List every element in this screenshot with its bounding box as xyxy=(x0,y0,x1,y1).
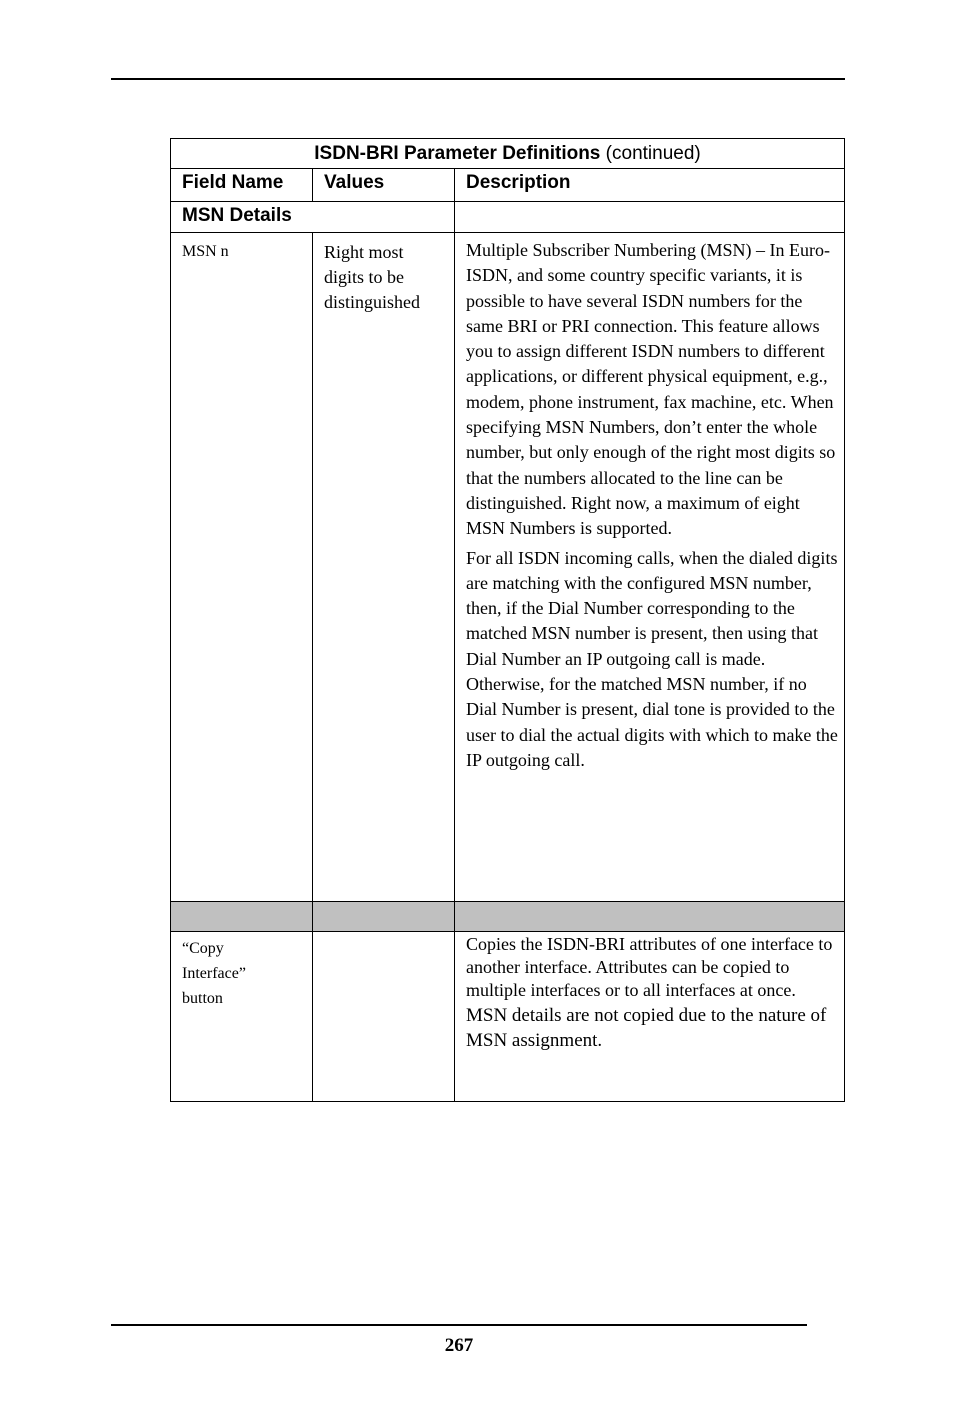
field-line: button xyxy=(182,990,223,1007)
value-msn-n: Right most digits to be distinguished xyxy=(313,233,455,902)
shaded-cell xyxy=(455,902,845,932)
description-paragraph: Copies the ISDN-BRI attributes of one interface to another interface. Attributes can be copied to multiple interfaces or to all interfaces at once. xyxy=(466,934,833,1000)
table-title-row xyxy=(171,139,845,169)
field-msn-n: MSN n xyxy=(171,233,313,902)
header-description: Description xyxy=(455,169,845,202)
field-line: Interface” xyxy=(182,965,246,982)
description-paragraph: Multiple Subscriber Numbering (MSN) – In Euro-ISDN, and some country specific variants, it is possible to have several ISDN numbers for the same BRI or PRI connection. This feature allows you to assign different ISDN numbers to different applications, or different physical equipment, e.g., modem, phone instrument, fax machine, etc. When specifying MSN Numbers, don’t enter the whole number, but only enough of the right most digits so that the numbers allocated to the line can be distinguished. Right now, a maximum of eight MSN Numbers is supported. xyxy=(466,240,836,539)
description-copy-interface xyxy=(455,932,845,1102)
footer-rule xyxy=(111,1324,807,1326)
field-copy-interface xyxy=(171,932,313,1102)
header-field-name: Field Name xyxy=(171,169,313,202)
description-paragraph: MSN details are not copied due to the nature of MSN assignment. xyxy=(466,1005,827,1051)
description-msn-n xyxy=(455,233,845,902)
section-title: MSN Details xyxy=(171,202,455,233)
parameter-definitions-table xyxy=(170,138,845,1102)
header-values: Values xyxy=(313,169,455,202)
table-title: ISDN-BRI Parameter Definitions (continued) xyxy=(171,139,845,169)
field-line: “Copy xyxy=(182,940,224,957)
shaded-cell xyxy=(171,902,313,932)
page-number: 267 xyxy=(444,1335,474,1356)
header-rule xyxy=(111,78,845,80)
description-paragraph: For all ISDN incoming calls, when the dialed digits are matching with the configured MSN number, then, if the Dial Number corresponding to the matched MSN number is present, then using that Dial Number an IP outgoing call is made. Otherwise, for the matched MSN number, if no Dial Number is present, dial tone is provided to the user to dial the actual digits with which to make the IP outgoing call. xyxy=(466,547,838,770)
shaded-cell xyxy=(313,902,455,932)
section-empty-cell xyxy=(455,202,845,233)
value-copy-interface xyxy=(313,932,455,1102)
table-row xyxy=(171,233,845,902)
shaded-separator-row xyxy=(171,902,845,932)
section-row xyxy=(171,202,845,233)
table-header-row xyxy=(171,169,845,202)
table-row xyxy=(171,932,845,1102)
